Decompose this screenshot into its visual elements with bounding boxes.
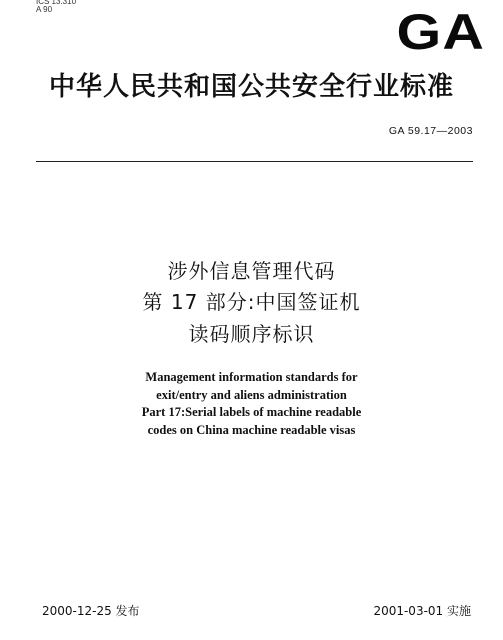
- issue-date: 2000-12-25 发布: [42, 604, 140, 618]
- ga-logo: GA: [396, 4, 485, 60]
- chinese-title-line: 涉外信息管理代码: [167, 259, 336, 283]
- english-title-line: codes on China machine readable visas: [147, 423, 356, 437]
- ccs-code: A 90: [36, 5, 53, 14]
- chinese-title-line: 第 17 部分:中国签证机: [142, 290, 361, 314]
- english-title-line: exit/entry and aliens administration: [156, 388, 347, 402]
- chinese-title-line: 读码顺序标识: [188, 322, 315, 346]
- ics-code: ICS 13.310: [36, 0, 77, 6]
- implementation-date: 2001-03-01 实施: [373, 604, 471, 618]
- english-title-line: Part 17:Serial labels of machine readable: [141, 405, 362, 419]
- standard-number: GA 59.17—2003: [388, 125, 473, 137]
- header-divider: [36, 161, 473, 162]
- english-title-line: Management information standards for: [145, 370, 358, 384]
- standard-type-heading: 中华人民共和国公共安全行业标准: [48, 72, 454, 102]
